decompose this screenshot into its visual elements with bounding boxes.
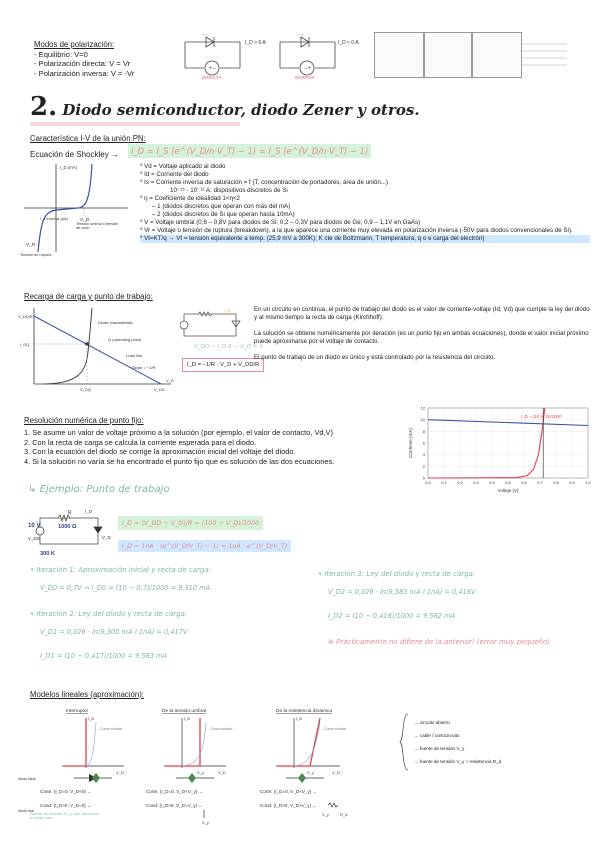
svg-text:V_D: V_D (218, 770, 226, 775)
iv-graph: I_D (mA) I_s inversa (pA) V_D Tensión umbral o tensión de codo V_R Tensión de ruptura (20, 165, 119, 257)
resistor-icon (198, 312, 212, 316)
example-circuit (28, 508, 114, 558)
iv-bullet: * V = Voltaje umbral (0,6 – 0,8V para diodos de Si; 0,2 – 0,3V para diodos de Ge; 0,9 – 1,1V en GaAs) (140, 219, 421, 226)
voltage-source-icon (180, 321, 188, 329)
iter2-line2: I_D1 = (10 − 0,417)/1000 = 9,583 mA (40, 652, 167, 660)
model-title-3: De la resistencia dinámica (276, 709, 332, 714)
title-number: 2. (30, 92, 58, 122)
model-title-1: Interruptor (66, 709, 89, 714)
diagram1-current: I_D > 0 A (245, 40, 266, 46)
iv-bullet: 10⁻¹⁵ - 10⁻¹² A: dispositivos discretos de Si (170, 187, 288, 194)
y-tick-label: 12 (420, 405, 425, 411)
model2-cond: Cond: (I_D>0, V_D=V_γ) ← (146, 803, 203, 808)
svg-text:V_γ: V_γ (322, 812, 329, 817)
svg-text:−+: −+ (304, 66, 312, 72)
svg-text:I_D: I_D (184, 716, 191, 721)
title-text: Diodo semiconductor, diodo Zener y otros. (62, 101, 420, 119)
x-tick-label: 0.0 (425, 480, 431, 485)
x-tick-label: 0.6 (521, 480, 527, 485)
recta-paragraph: En un circuito en continua, el punto de trabajo del diodo es el valor de corriente-voltaje (Id, Vd) que cumple la ley del diodo y al mismo tiempo la recta de carga (Kirchhoff). (254, 306, 590, 321)
ex-eq1: I_D = (V_DD − V_D)/R = (100 − V_D)/1000 (118, 516, 263, 530)
iv-bullets (140, 163, 590, 243)
iter1-line: V_D0 = 0,7V → I_D0 = (10 − 0,7)/1000 = 9,310 mA (40, 584, 211, 592)
ex-vd: V_D (102, 535, 111, 540)
diagram1-label: DIRECTA (202, 75, 222, 80)
iv-bullet: – 2 (diodos discretos de Si que operan hasta 10mA) (152, 211, 295, 218)
svg-text:Curva modelo: Curva modelo (100, 727, 123, 731)
y-tick-label: 2 (422, 463, 425, 469)
lg-vdq: V_DQ (80, 387, 91, 392)
diagram2-current: I_D ≈ 0 A (338, 40, 359, 46)
lg-vdd: V_DD (154, 387, 165, 392)
iter1-title: • Iteración 1: Aproximación inicial y recta de carga: (30, 566, 212, 574)
thumb-table-3 (472, 32, 522, 78)
recta-paragraph: La solución se obtiene numéricamente por iteración (es un punto fijo en ambas ecuaciones), donde el valor inicial próximo puede aproximarse por el voltaje de contacto. (254, 330, 589, 345)
iv-is-label: I_s inversa (pA) (40, 216, 69, 221)
iv-bullet: * Vd = Voltaje aplicado al diodo (140, 163, 226, 170)
ex-v: 10 V (28, 523, 41, 529)
recta-section-title: Recarga de carga y punto de trabajo: (24, 292, 153, 301)
model-graph-1 (62, 716, 124, 775)
resistor-icon (328, 803, 338, 807)
fijo-step: 4. Si la solución no varía se ha encontrado el punto fijo que es solución de las dos ecuaciones. (24, 456, 335, 466)
svg-text:I_D: I_D (296, 716, 303, 721)
legend-item: → cable / cortocircuito (414, 733, 460, 738)
iv-bullet: – 1 (diodos discretos que operan con más del mA) (152, 203, 291, 210)
iter2-title: • Iteración 2: Ley del diodo y recta de carga: (30, 610, 188, 618)
shockley-formula: I_D = I_S (e^(V_D/n·V_T) − 1) = I_S (e^(V_D/n·V_T) − 1) (128, 144, 371, 158)
x-tick-label: 0.3 (473, 480, 479, 485)
load-line-graph (16, 304, 176, 396)
model3-corte: Corte: (I_D=0, V_D<V_γ) ← (260, 789, 318, 794)
iv-id-label: I_D (mA) (60, 165, 77, 170)
svg-text:I_D: I_D (88, 716, 95, 721)
fijo-step: 2. Con la recta de carga se calcula la corriente esperada para el diodo. (24, 437, 257, 447)
iter3-title: • Iteración 3: Ley del diodo y recta de carga: (318, 570, 476, 578)
arrow-icon: ↳ (28, 484, 40, 495)
iter3-line2: I_D2 = (10 − 0,418)/1000 = 9,582 mA (328, 612, 455, 620)
iv-vr-label: V_R (26, 243, 36, 248)
svg-text:+−: +− (209, 66, 217, 72)
x-tick-label: 0.4 (489, 480, 495, 485)
iv-bullet: * Vr = Voltaje o tensión de ruptura (breakdown), a la que aparece una corriente muy elevada en polarización inversa (-50V para diodos convencionales de Si). (140, 227, 573, 234)
x-tick-label: 0.9 (569, 480, 575, 485)
lg-load: Load line (126, 353, 143, 358)
legend-item: → fuente de tensión V_γ (414, 746, 465, 751)
polarizacion-item: - Polarización inversa: V = -Vr (34, 68, 135, 78)
x-tick-label: 0.2 (457, 480, 463, 485)
iv-bullet: * η = Coeficiente de idealidad 1<η<2 (140, 195, 240, 202)
svg-text:V_D: V_D (116, 770, 124, 775)
svg-text:Curva modelo: Curva modelo (210, 727, 233, 731)
y-tick-label: 0 (422, 475, 425, 481)
diode-icon (94, 527, 102, 533)
svg-text:diodo real: diodo real (18, 809, 34, 813)
model-title-2: De la tensión umbral (162, 709, 206, 714)
svg-text:R_d: R_d (340, 812, 348, 817)
model1-cond: Cond: (I_D>0, V_D=0) ← (40, 803, 92, 808)
iter2-line1: V_D1 = 0,026 · ln(9,300 mA / 1nA) = 0,417V (40, 628, 188, 636)
svg-text:− +: − + (297, 32, 304, 37)
polarizacion-block (34, 40, 134, 78)
fijo-step: 3. Con la ecuación del diodo se corrige la aproximación inicial del voltaje del diodo. (24, 447, 296, 457)
svg-text:Curva modelo: Curva modelo (324, 727, 347, 731)
circuit-eq: V_DD − I_D·R − V_D = 0 (194, 344, 263, 350)
ejemplo-title: ↳ Ejemplo: Punto de trabajo (28, 484, 170, 495)
svg-text:diodo ideal: diodo ideal (18, 777, 36, 781)
model-graph-3 (276, 716, 346, 775)
lg-ydd: V_DD/R (18, 314, 33, 319)
diagram2-label: INVERSA (295, 75, 315, 80)
x-tick-label: 0.7 (537, 480, 543, 485)
iv-bullet: * Id = Corriente del diodo (140, 171, 209, 178)
legend-item: → circuito abierto (414, 720, 450, 725)
fijo-steps (24, 428, 404, 466)
load-line-formula: I_D = −1/R · V_D + V_DD/R (182, 358, 264, 372)
thumb-notes (522, 40, 582, 75)
lg-idq: I_DQ (20, 342, 30, 347)
svg-text:V_D: V_D (332, 770, 340, 775)
thumb-table-1 (374, 32, 424, 78)
model2-corte: Corte: (I_D=0, V_D<V_γ) ← (146, 789, 204, 794)
svg-text:V_γ: V_γ (202, 820, 209, 825)
ex-r: R (68, 510, 72, 516)
x-tick-label: 0.1 (441, 480, 447, 485)
ex-rval: 1000 Ω (58, 524, 77, 530)
recta-paragraph: El punto de trabajo de un diodo es único y está controlado por la resistencia del circuito. (254, 354, 496, 361)
iv-section-title: Característica I-V de la unión PN: (30, 134, 146, 143)
iter-note: ⊛ Prácticamente no difiere de la anterior! (error muy pequeño) (328, 638, 550, 646)
fijo-section-title: Resolución numérica de punto fijo: (24, 416, 144, 425)
y-tick-label: 4 (422, 452, 425, 458)
lg-slope: Slope = −1/R (132, 365, 156, 370)
lg-diode: Diode characteristic (98, 320, 134, 325)
recta-paragraphs (254, 306, 590, 362)
iv-bullet: * Is = Corriente inversa de saturación = f (T, concentración de portadores, área de unión...) (140, 179, 388, 186)
model1-corte: Corte: (I_D=0, V_D<0) ← (40, 789, 92, 794)
y-tick-label: 6 (422, 440, 425, 446)
ex-temp: 300 K (40, 551, 55, 557)
ex-id: I_D (85, 509, 93, 514)
page-title (30, 92, 420, 122)
model-graph-2 (164, 716, 232, 775)
y-tick-label: 8 (422, 428, 425, 434)
y-tick-label: 10 (420, 417, 425, 423)
polarizacion-title: Modos de polarización: (34, 40, 115, 49)
load-circuit (180, 306, 250, 344)
svg-text:+ −: + − (202, 32, 209, 37)
model3-cond: Cond: (I_D>0, V_D>V_γ) ← (260, 803, 317, 808)
svg-text:I_D: I_D (224, 308, 231, 313)
polarizacion-item: - Equilibrio: V=0 (34, 49, 88, 59)
legend-item: → fuente de tensión V_γ + resistencia R_d (414, 759, 502, 764)
x-tick-label: 0.5 (505, 480, 511, 485)
x-axis-label: Voltaje (V) (497, 488, 519, 493)
x-tick-label: 0.8 (553, 480, 559, 485)
iv-vd-label: V_D (80, 218, 90, 223)
lg-q: Q (operating point) (108, 337, 142, 342)
polarizacion-diagrams (180, 30, 360, 80)
fixed-point-chart (404, 402, 594, 498)
polarizacion-list (34, 50, 134, 79)
fijo-step: 1. Se asume un valor de voltaje próximo a la solución (por ejemplo, el valor de contacto, Vd,V) (24, 428, 333, 437)
iv-breakdown-label: Tensión de ruptura (20, 253, 52, 257)
y-axis-label: Corriente (mA) (408, 427, 413, 459)
svg-text:V_γ: V_γ (197, 770, 204, 775)
title-underline (30, 122, 240, 126)
x-tick-label: 1.0 (585, 480, 591, 485)
ex-eq2: I_D = 1nA · (e^(V_D/V_T) − 1) ≈ 1nA · e^(V_D/V_T) (118, 540, 291, 552)
thumb-table-2 (424, 32, 472, 78)
modelos-section-title: Modelos lineales (aproximación): (30, 690, 144, 699)
polarizacion-item: - Polarización directa: V = Vr (34, 59, 131, 69)
chart-annotation: I_D = (10-V_D)/1000 (520, 414, 562, 419)
iv-bullet: * Vt=KT/q → Vt = tensión equivalente a temp. (25,9 mV a 300K); K cte de Boltzmann, T temperatura, q o e carga del electrón) (140, 235, 590, 243)
shockley-label: Ecuación de Shockley → (30, 150, 119, 159)
svg-text:V_γ: V_γ (307, 770, 314, 775)
iter3-line1: V_D2 = 0,026 · ln(9,583 mA / 1nA) = 0,418V (328, 588, 476, 596)
ex-vdd: V_DD (28, 536, 41, 541)
linear-models: Interruptor De la tensión umbral De la resistencia dinámica I_D Curva modelo V_D I_D Curva modelo V_γ V_D I_D Curva modelo V_γ V_D diodo ideal diodo real Corte: (I_D=0, V_D<0) ← Cond: (I_D>0, V_D=0) ← Corte: (I_D=0, V_D<V_γ) ← Cond: (I_D>0, V_D=V_γ) ← Corte: (I_D=0, V_D<V_γ) ← Cond: (I_D>0, V_D>V_γ) ← V_γ V_γ R_d Fuente de tensión (V_γ) que aproxima el diodo real (18, 709, 348, 825)
lg-vd: V_D (166, 378, 174, 383)
